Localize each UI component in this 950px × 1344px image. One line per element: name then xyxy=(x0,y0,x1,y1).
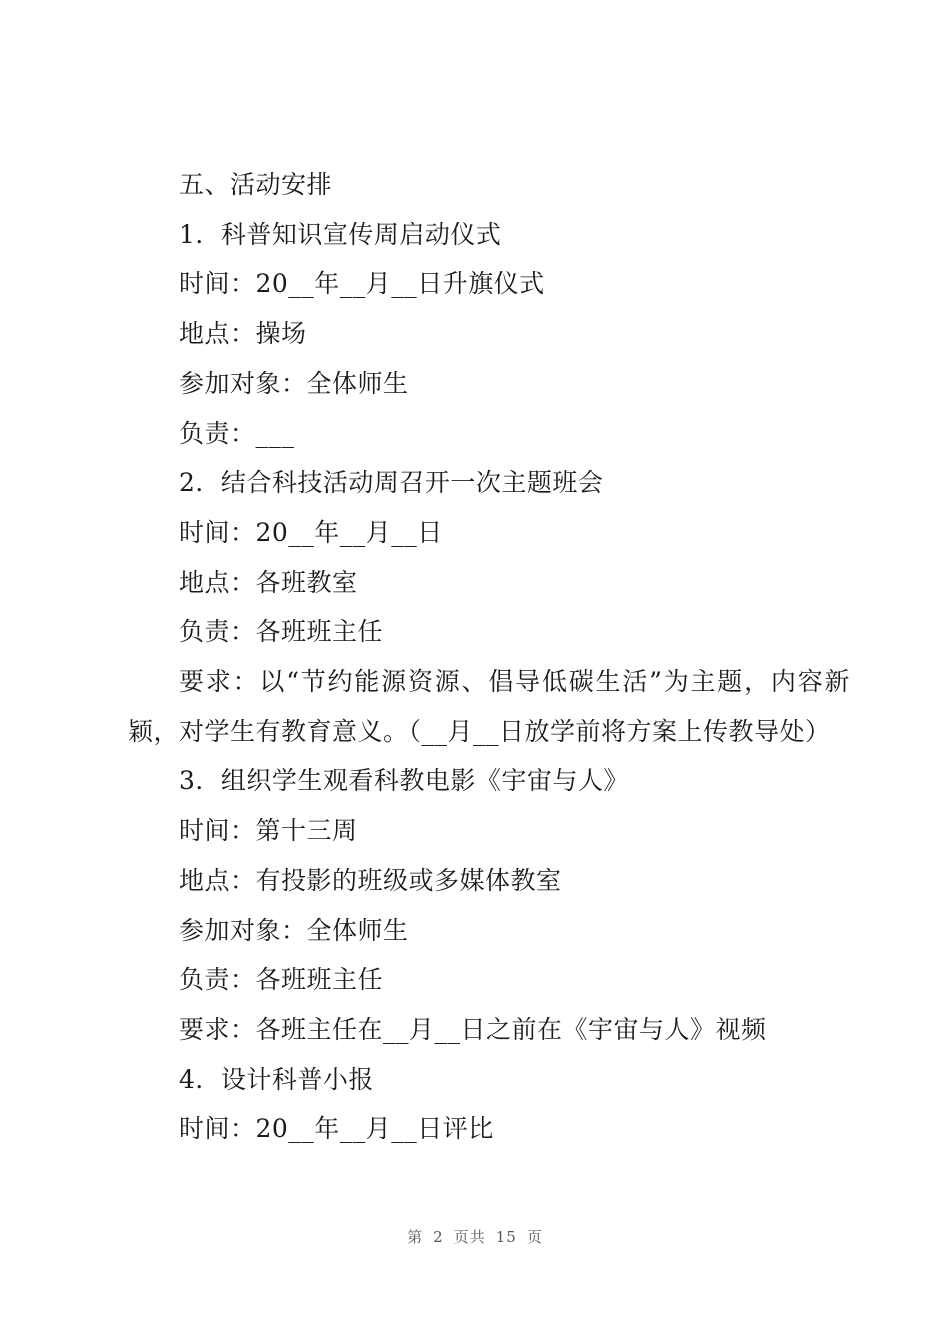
text-line: 时间：20__年__月__日评比 xyxy=(179,1114,494,1144)
page-number: 2 xyxy=(433,1228,444,1246)
text-line: 地点：操场 xyxy=(179,319,307,349)
text-line: 地点：各班教室 xyxy=(179,567,358,597)
text-line: 时间：20__年__月__日 xyxy=(179,517,443,547)
section-heading: 五、活动安排 xyxy=(179,170,333,199)
page-mid: 页共 xyxy=(453,1228,486,1246)
text-line: 要求：各班主任在__月__日之前在《宇宙与人》视频 xyxy=(179,1014,767,1044)
text-line: 参加对象：全体师生 xyxy=(179,915,409,945)
activity-item-title: 2．结合科技活动周召开一次主题班会 xyxy=(179,468,604,498)
page-prefix: 第 xyxy=(407,1228,424,1246)
text-line: 时间：第十三周 xyxy=(179,816,358,846)
text-line: 负责：各班班主任 xyxy=(179,617,384,647)
page-total: 15 xyxy=(495,1228,517,1246)
text-line: 参加对象：全体师生 xyxy=(179,368,409,398)
activity-item-title: 1．科普知识宣传周启动仪式 xyxy=(179,219,502,249)
text-line: 负责：___ xyxy=(179,418,295,448)
text-line: 地点：有投影的班级或多媒体教室 xyxy=(179,865,562,895)
activity-item-title: 3．组织学生观看科教电影《宇宙与人》 xyxy=(179,766,629,796)
text-line: 时间：20__年__月__日升旗仪式 xyxy=(179,269,545,299)
requirement-paragraph: 要求：以“节约能源资源、倡导低碳生活”为主题，内容新颖，对学生有教育意义。（__月__日放学前将方案上传教导处） xyxy=(128,667,850,746)
document-body xyxy=(128,160,850,1154)
page-suffix: 页 xyxy=(526,1228,543,1246)
page-footer xyxy=(0,1226,950,1247)
text-line: 负责：各班班主任 xyxy=(179,965,384,995)
activity-item-title: 4．设计科普小报 xyxy=(179,1064,374,1094)
